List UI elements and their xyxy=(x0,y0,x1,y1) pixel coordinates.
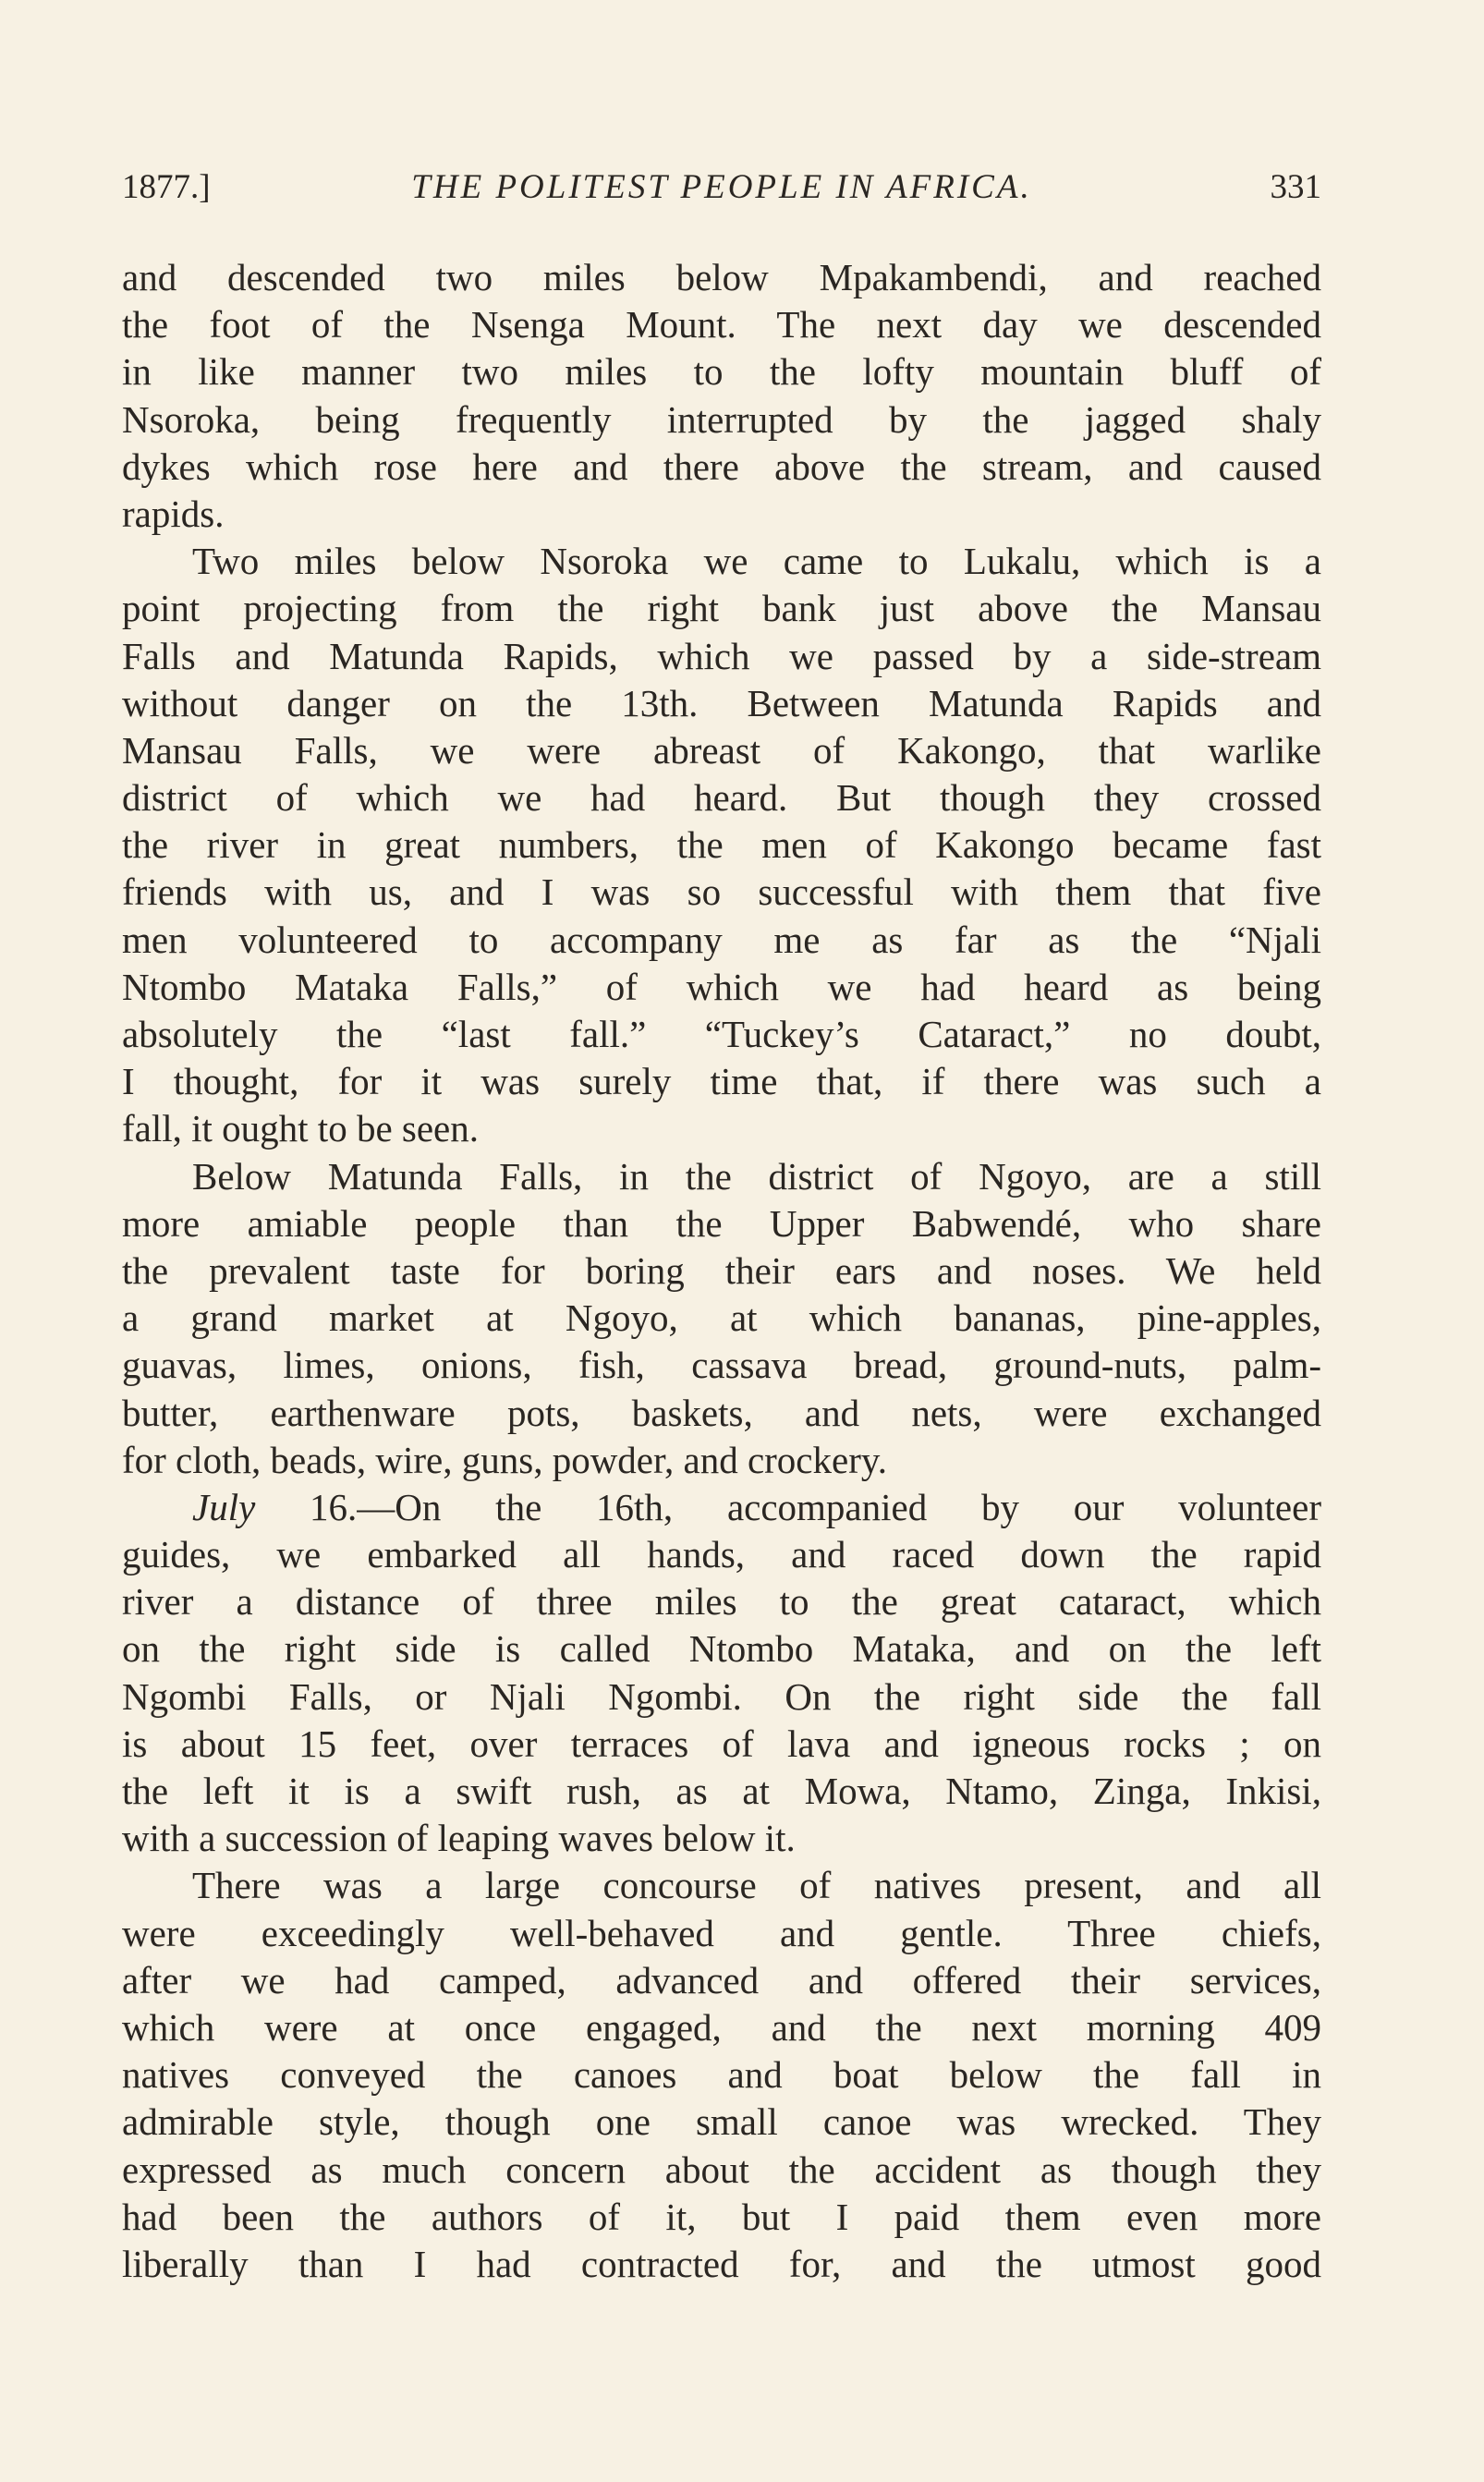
text-line xyxy=(122,348,1321,395)
line-text: without danger on the 13th. Between Matunda Rapids and xyxy=(122,681,1321,724)
text-line xyxy=(122,1531,1321,1578)
line-text: fall, it ought to be seen. xyxy=(122,1107,479,1150)
line-text: in like manner two miles to the lofty mountain bluff of xyxy=(122,350,1321,394)
text-line xyxy=(122,1862,1321,1909)
text-line xyxy=(122,2099,1321,2146)
text-line xyxy=(122,1484,1321,1531)
text-line xyxy=(122,1721,1321,1768)
line-text: for cloth, beads, wire, guns, powder, and crockery. xyxy=(122,1438,887,1481)
text-line xyxy=(122,633,1321,680)
line-text: men volunteered to accompany me as far as the “Njali xyxy=(122,918,1321,961)
line-text: guides, we embarked all hands, and raced down the rapid xyxy=(122,1533,1321,1576)
text-line xyxy=(122,1153,1321,1200)
line-text: on the right side is called Ntombo Mataka, and on the left xyxy=(122,1627,1321,1671)
line-text: dykes which rose here and there above the stream, and caused xyxy=(122,444,1321,488)
line-text: expressed as much concern about the accident as though they xyxy=(122,2147,1321,2191)
text-line xyxy=(122,444,1321,491)
line-text: Below Matunda Falls, in the district of Ngoyo, are a still xyxy=(192,1154,1321,1198)
line-text: There was a large concourse of natives present, and all xyxy=(192,1864,1321,1907)
line-text: liberally than I had contracted for, and the utmost good xyxy=(122,2242,1321,2285)
text-line xyxy=(122,2147,1321,2194)
line-text: with a succession of leaping waves below it. xyxy=(122,1817,796,1860)
line-text: more amiable people than the Upper Babwendé, who share xyxy=(122,1201,1321,1245)
line-text: admirable style, though one small canoe was wrecked. They xyxy=(122,2100,1321,2144)
text-line xyxy=(122,1011,1321,1058)
body-text xyxy=(122,254,1321,2288)
text-line xyxy=(122,1105,1321,1152)
line-text: had been the authors of it, but I paid them even more xyxy=(122,2195,1321,2238)
line-text: Nsoroka, being frequently interrupted by the jagged shaly xyxy=(122,397,1321,441)
text-line xyxy=(122,2241,1321,2288)
text-line xyxy=(122,491,1321,538)
text-line xyxy=(122,2004,1321,2051)
line-text: I thought, for it was surely time that, if there was such a xyxy=(122,1060,1321,1103)
text-line xyxy=(122,1673,1321,1721)
line-text: Mansau Falls, we were abreast of Kakongo, that warlike xyxy=(122,728,1321,772)
line-text: were exceedingly well-behaved and gentle. Three chiefs, xyxy=(122,1911,1321,1954)
line-text: 16.—On the 16th, accompanied by our volunteer xyxy=(255,1485,1321,1528)
text-line xyxy=(122,1910,1321,1957)
text-line xyxy=(122,2051,1321,2099)
text-line xyxy=(122,1815,1321,1862)
text-line xyxy=(122,254,1321,301)
page-header xyxy=(122,163,1321,213)
line-text: after we had camped, advanced and offered their services, xyxy=(122,1958,1321,2001)
line-text: friends with us, and I was so successful with them that five xyxy=(122,870,1321,914)
header-year: 1877.] xyxy=(122,168,211,206)
page-number: 331 xyxy=(1270,168,1321,206)
text-line xyxy=(122,1625,1321,1673)
running-title: THE POLITEST PEOPLE IN AFRICA. xyxy=(411,168,1032,206)
line-text: and descended two miles below Mpakambendi, and reached xyxy=(122,256,1321,298)
line-text: natives conveyed the canoes and boat below the fall in xyxy=(122,2053,1321,2097)
text-line xyxy=(122,869,1321,916)
line-text: is about 15 feet, over terraces of lava and igneous rocks ; on xyxy=(122,1722,1321,1765)
text-line xyxy=(122,2194,1321,2241)
text-line xyxy=(122,964,1321,1011)
line-text: the foot of the Nsenga Mount. The next day we descended xyxy=(122,303,1321,347)
line-text: which were at once engaged, and the next morning 409 xyxy=(122,2005,1321,2049)
text-line xyxy=(122,1578,1321,1625)
line-text: point projecting from the right bank just above the Mansau xyxy=(122,587,1321,630)
line-text: the prevalent taste for boring their ears and noses. We held xyxy=(122,1248,1321,1292)
line-text: Ntombo Mataka Falls,” of which we had heard as being xyxy=(122,965,1321,1008)
text-line xyxy=(122,727,1321,774)
text-line xyxy=(122,1295,1321,1342)
text-line xyxy=(122,917,1321,964)
text-line xyxy=(122,538,1321,585)
text-line xyxy=(122,1437,1321,1484)
line-text: a grand market at Ngoyo, at which bananas, pine-apples, xyxy=(122,1296,1321,1340)
line-text: rapids. xyxy=(122,492,225,535)
date-lead: July xyxy=(192,1485,256,1528)
line-text: district of which we had heard. But though they crossed xyxy=(122,776,1321,820)
text-line xyxy=(122,1342,1321,1389)
text-line xyxy=(122,301,1321,348)
text-line xyxy=(122,585,1321,632)
line-text: absolutely the “last fall.” “Tuckey’s Cataract,” no doubt, xyxy=(122,1013,1321,1055)
line-text: the river in great numbers, the men of Kakongo became fast xyxy=(122,823,1321,867)
text-line xyxy=(122,1200,1321,1247)
text-line xyxy=(122,1957,1321,2004)
text-line xyxy=(122,1768,1321,1815)
text-line xyxy=(122,1058,1321,1105)
text-line xyxy=(122,680,1321,727)
line-text: Ngombi Falls, or Njali Ngombi. On the right side the fall xyxy=(122,1674,1321,1718)
line-text: Two miles below Nsoroka we came to Lukalu, which is a xyxy=(192,540,1321,583)
text-line xyxy=(122,1390,1321,1437)
line-text: butter, earthenware pots, baskets, and nets, were exchanged xyxy=(122,1391,1321,1434)
line-text: the left it is a swift rush, as at Mowa, Ntamo, Zinga, Inkisi, xyxy=(122,1770,1321,1812)
text-line xyxy=(122,774,1321,821)
line-text: Falls and Matunda Rapids, which we passed by a side-stream xyxy=(122,634,1321,677)
text-line xyxy=(122,821,1321,869)
text-line xyxy=(122,396,1321,444)
line-text: guavas, limes, onions, fish, cassava bread, ground-nuts, palm- xyxy=(122,1344,1321,1387)
line-text: river a distance of three miles to the great cataract, which xyxy=(122,1580,1321,1624)
text-line xyxy=(122,1247,1321,1295)
